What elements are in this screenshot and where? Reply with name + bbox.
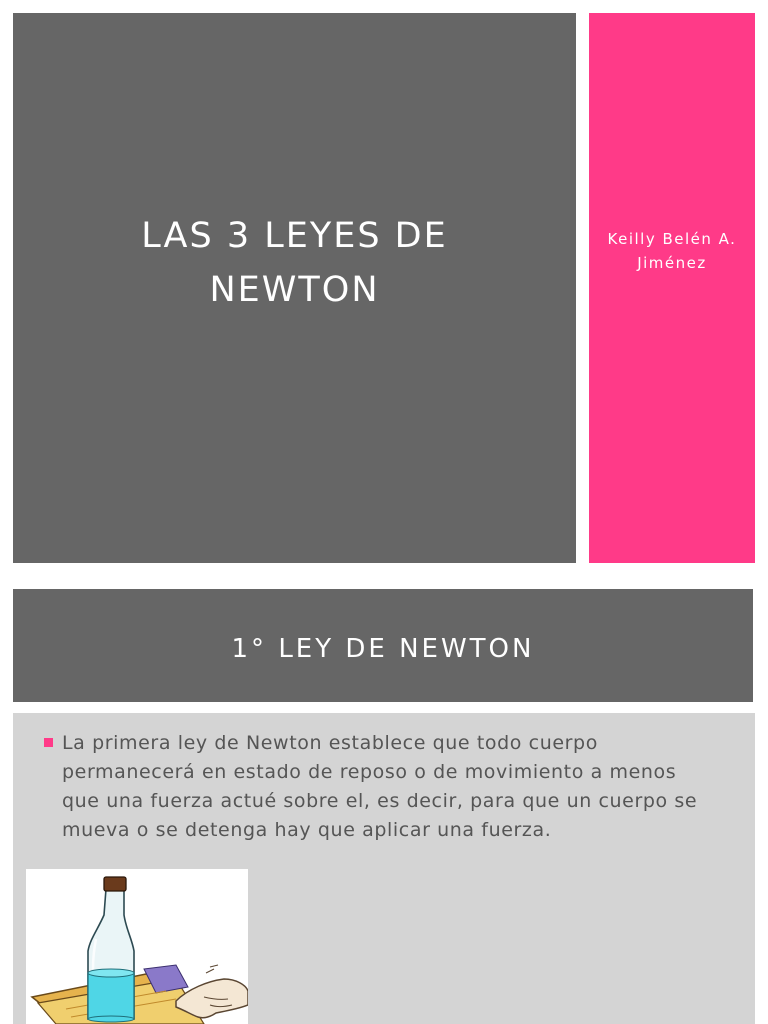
bullet-item bbox=[44, 729, 744, 845]
bottle-on-paper-icon bbox=[26, 869, 248, 1024]
bullet-text: La primera ley de Newton establece que todo cuerpo permanecerá en estado de reposo o de movimiento a menos que una fuerza actué sobre el, es decir, para que un cuerpo se mueva o se detenga hay que aplicar una fuerza. bbox=[62, 732, 698, 841]
author-name: Keilly Belén A. Jiménez bbox=[607, 230, 737, 272]
square-bullet-icon bbox=[44, 738, 53, 747]
presentation-title: LAS 3 LEYES DE NEWTON bbox=[141, 216, 448, 310]
section-title: 1° LEY DE NEWTON bbox=[231, 634, 535, 664]
title-slide-panel bbox=[13, 13, 576, 563]
author-panel bbox=[589, 13, 755, 563]
bottle-illustration bbox=[26, 869, 248, 1024]
content-area bbox=[13, 713, 755, 1024]
section-header bbox=[13, 589, 753, 702]
